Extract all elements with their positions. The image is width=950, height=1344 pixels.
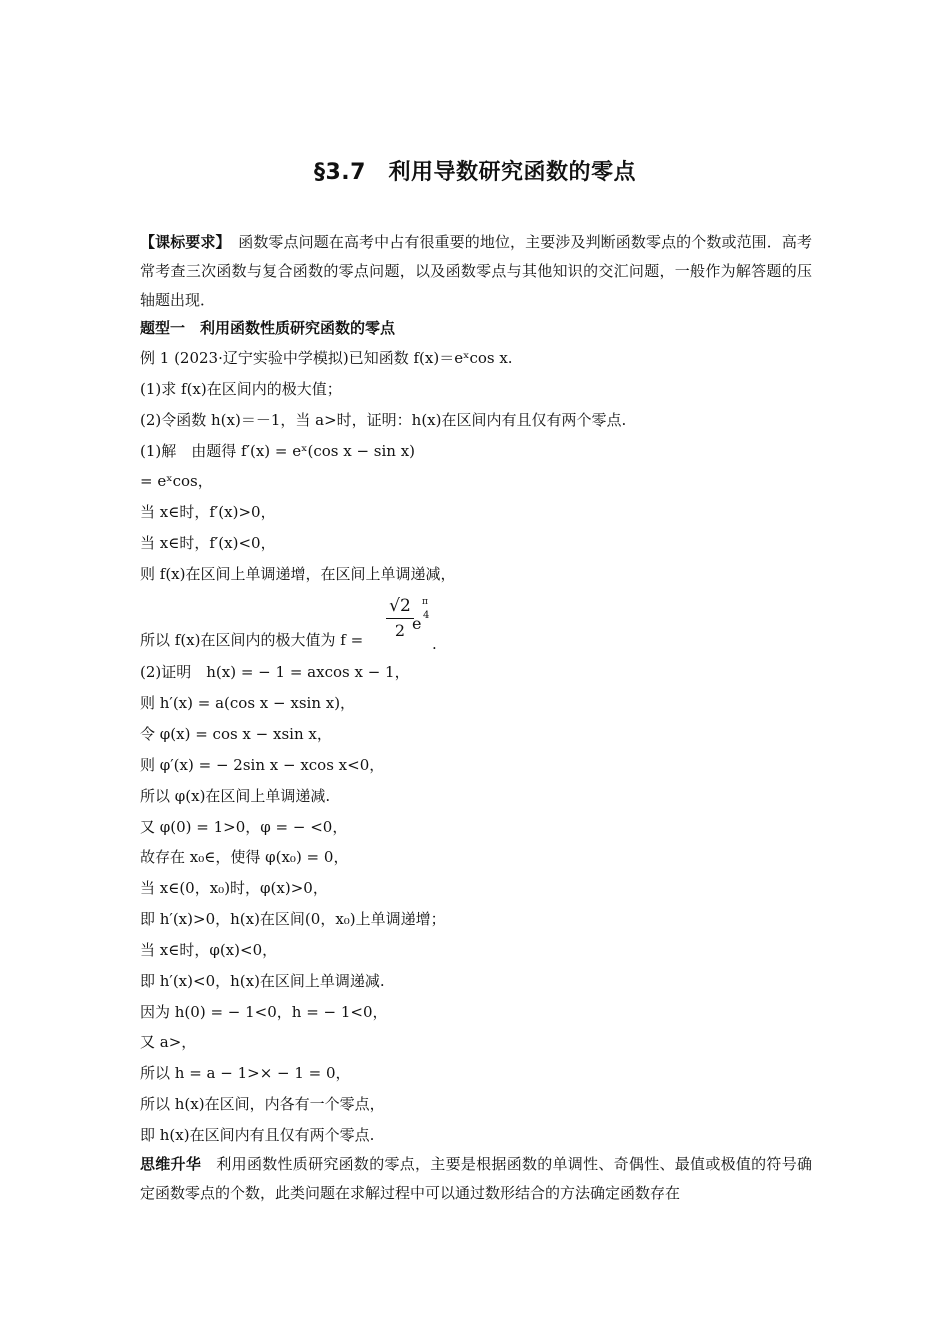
- curriculum-label: 【课标要求】: [140, 233, 224, 251]
- solution-line: 又 a>，: [140, 1033, 197, 1051]
- solution-line: 所以 f(x)在区间内的极大值为 f =: [140, 631, 364, 649]
- exponent-base: e: [412, 614, 422, 633]
- solution-line: 当 x∈(0，x₀)时，φ(x)>0，: [140, 879, 328, 897]
- solution-line: 又 φ(0) = 1>0，φ = − <0，: [140, 818, 348, 836]
- solution-line: 令 φ(x) = cos x − xsin x，: [140, 725, 332, 743]
- question-1: (1)求 f(x)在区间内的极大值；: [140, 380, 342, 398]
- solution-lines: [140, 0, 812, 1344]
- solution-line: 则 h′(x) = a(cos x − xsin x)，: [140, 694, 356, 712]
- solution-line: 所以 h = a − 1>× − 1 = 0，: [140, 1064, 351, 1082]
- solution-line: 则 φ′(x) = − 2sin x − xcos x<0，: [140, 756, 385, 774]
- solution-line: 当 x∈时，f′(x)>0，: [140, 503, 276, 521]
- solution-line: = eˣcos，: [140, 472, 213, 490]
- summary-text: 利用函数性质研究函数的零点，主要是根据函数的单调性、奇偶性、最值或极值的符号确定函数零点的个数，此类问题在求解过程中可以通过数形结合的方法确定函数存在: [140, 1155, 812, 1202]
- solution-line: 则 f(x)在区间上单调递增，在区间上单调递减，: [140, 565, 456, 583]
- question-2: (2)令函数 h(x)＝－1，当 a>时，证明：h(x)在区间内有且仅有两个零点.: [140, 411, 627, 429]
- curriculum-text: 函数零点问题在高考中占有很重要的地位，主要涉及判断函数零点的个数或范围．高考常考查三次函数与复合函数的零点问题，以及函数零点与其他知识的交汇问题，一般作为解答题的压轴题出现．: [140, 233, 812, 309]
- example-statement: 例 1 (2023·辽宁实验中学模拟)已知函数 f(x)＝eˣcos x.: [140, 349, 513, 367]
- solution-line: 故存在 x₀∈，使得 φ(x₀) = 0，: [140, 848, 349, 866]
- fraction-bar: [386, 618, 414, 619]
- solution-line: 即 h′(x)<0，h(x)在区间上单调递减.: [140, 972, 385, 990]
- fraction-denominator: 2: [394, 621, 406, 640]
- solution-line: 因为 h(0) = − 1<0，h = − 1<0，: [140, 1003, 388, 1021]
- fraction-numerator: √2: [389, 596, 411, 616]
- exponent-bottom: 4: [423, 610, 430, 621]
- page-title: §3.7 利用导数研究函数的零点: [314, 160, 636, 185]
- solution-line: (1)解 由题得 f′(x) = eˣ(cos x − sin x): [140, 442, 416, 460]
- solution-line: 即 h′(x)>0，h(x)在区间(0，x₀)上单调递增；: [140, 910, 446, 928]
- solution-line: 所以 h(x)在区间，内各有一个零点，: [140, 1095, 385, 1113]
- proof-start: (2)证明 h(x) = − 1 = axcos x − 1，: [140, 663, 410, 681]
- summary-section: [140, 1150, 812, 1208]
- exponent-top: π: [422, 597, 428, 607]
- summary-label: 思维升华: [140, 1155, 202, 1173]
- solution-line: 当 x∈时，φ(x)<0，: [140, 941, 278, 959]
- type-heading: 题型一 利用函数性质研究函数的零点: [140, 319, 396, 337]
- solution-conclusion: 即 h(x)在区间内有且仅有两个零点.: [140, 1126, 375, 1144]
- formula-end-period: .: [432, 635, 437, 653]
- solution-line: 所以 φ(x)在区间上单调递减.: [140, 787, 331, 805]
- solution-line: 当 x∈时，f′(x)<0，: [140, 534, 276, 552]
